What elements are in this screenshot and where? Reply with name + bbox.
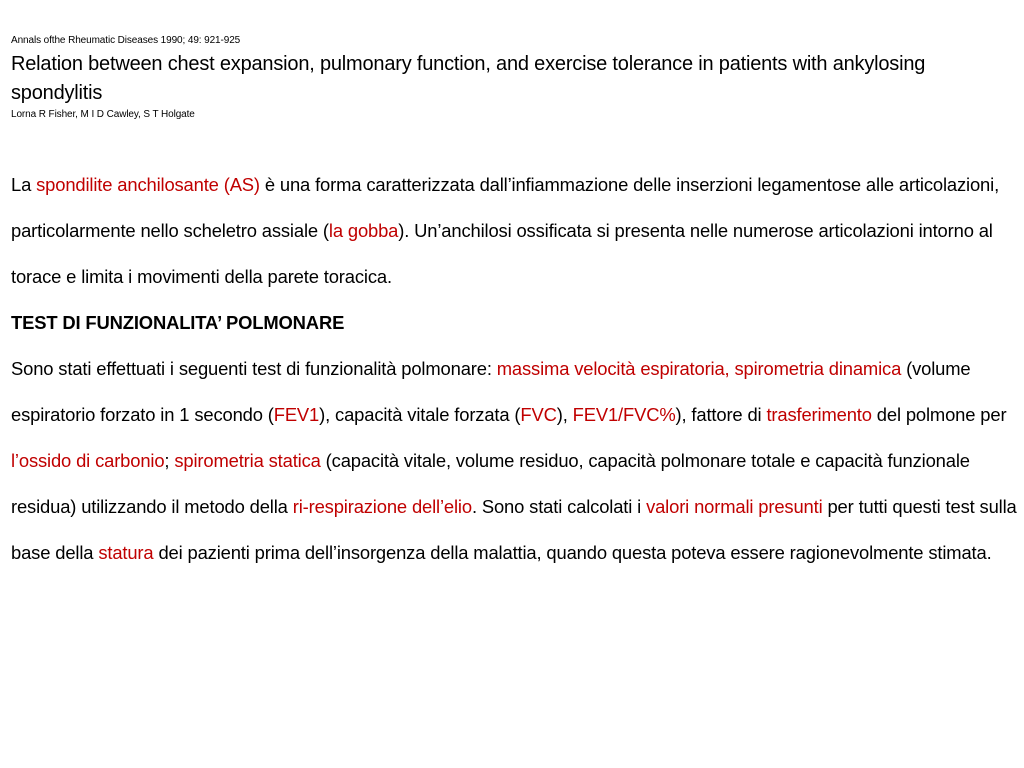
tests-highlight-fev1-fvc: FEV1/FVC% (572, 404, 676, 425)
tests-text-5: ), fattore di (675, 404, 767, 425)
tests-paragraph (11, 346, 1017, 576)
tests-highlight-elio: ri-respirazione dell’elio (292, 496, 472, 517)
article-title: Relation between chest expansion, pulmonary function, and exercise tolerance in patients with ankylosing spondylitis (11, 53, 926, 104)
tests-text-10: per tutti questi test sulla base della (11, 496, 1017, 563)
tests-highlight-fev1: FEV1 (273, 404, 320, 425)
article-authors: Lorna R Fisher, M I D Cawley, S T Holgate (11, 109, 195, 120)
section-heading: TEST DI FUNZIONALITA’ POLMONARE (11, 312, 345, 333)
intro-highlight-as: spondilite anchilosante (AS) (36, 174, 260, 195)
tests-text-7: ; (164, 450, 175, 471)
intro-text-3: ). Un’anchilosi ossificata si presenta nelle numerose articolazioni intorno al torace e limita i movimenti della parete toracica. (11, 220, 993, 287)
tests-highlight-trasferimento: trasferimento (766, 404, 872, 425)
intro-highlight-gobba: la gobba (328, 220, 399, 241)
tests-text-3: ), capacità vitale forzata ( (319, 404, 521, 425)
tests-text-1: Sono stati effettuati i seguenti test di funzionalità polmonare: (11, 358, 497, 379)
tests-highlight-fvc: FVC (520, 404, 557, 425)
tests-highlight-velocita: massima velocità espiratoria, spirometria dinamica (496, 358, 902, 379)
tests-highlight-statura: statura (98, 542, 154, 563)
slide-content (11, 34, 1017, 576)
tests-highlight-carbonio: l’ossido di carbonio (11, 450, 165, 471)
tests-text-6: del polmone per (871, 404, 1007, 425)
intro-text-2: è una forma caratterizzata dall’infiammazione delle inserzioni legamentose alle articolazioni, particolarmente nello scheletro assiale ( (11, 174, 1000, 241)
intro-text-1: La (11, 174, 37, 195)
tests-text-9: . Sono stati calcolati i (471, 496, 647, 517)
tests-text-2: (volume espiratorio forzato in 1 secondo ( (11, 358, 971, 425)
tests-text-4: ), (556, 404, 573, 425)
journal-citation: Annals ofthe Rheumatic Diseases 1990; 49: 921-925 (11, 35, 241, 46)
tests-text-8: (capacità vitale, volume residuo, capacità polmonare totale e capacità funzionale residua) utilizzando il metodo della (11, 450, 970, 517)
tests-highlight-spirometria-statica: spirometria statica (174, 450, 321, 471)
tests-highlight-valori: valori normali presunti (646, 496, 823, 517)
intro-paragraph (11, 162, 1017, 300)
tests-text-11: dei pazienti prima dell’insorgenza della malattia, quando questa poteva essere ragionevolmente stimata. (153, 542, 992, 563)
